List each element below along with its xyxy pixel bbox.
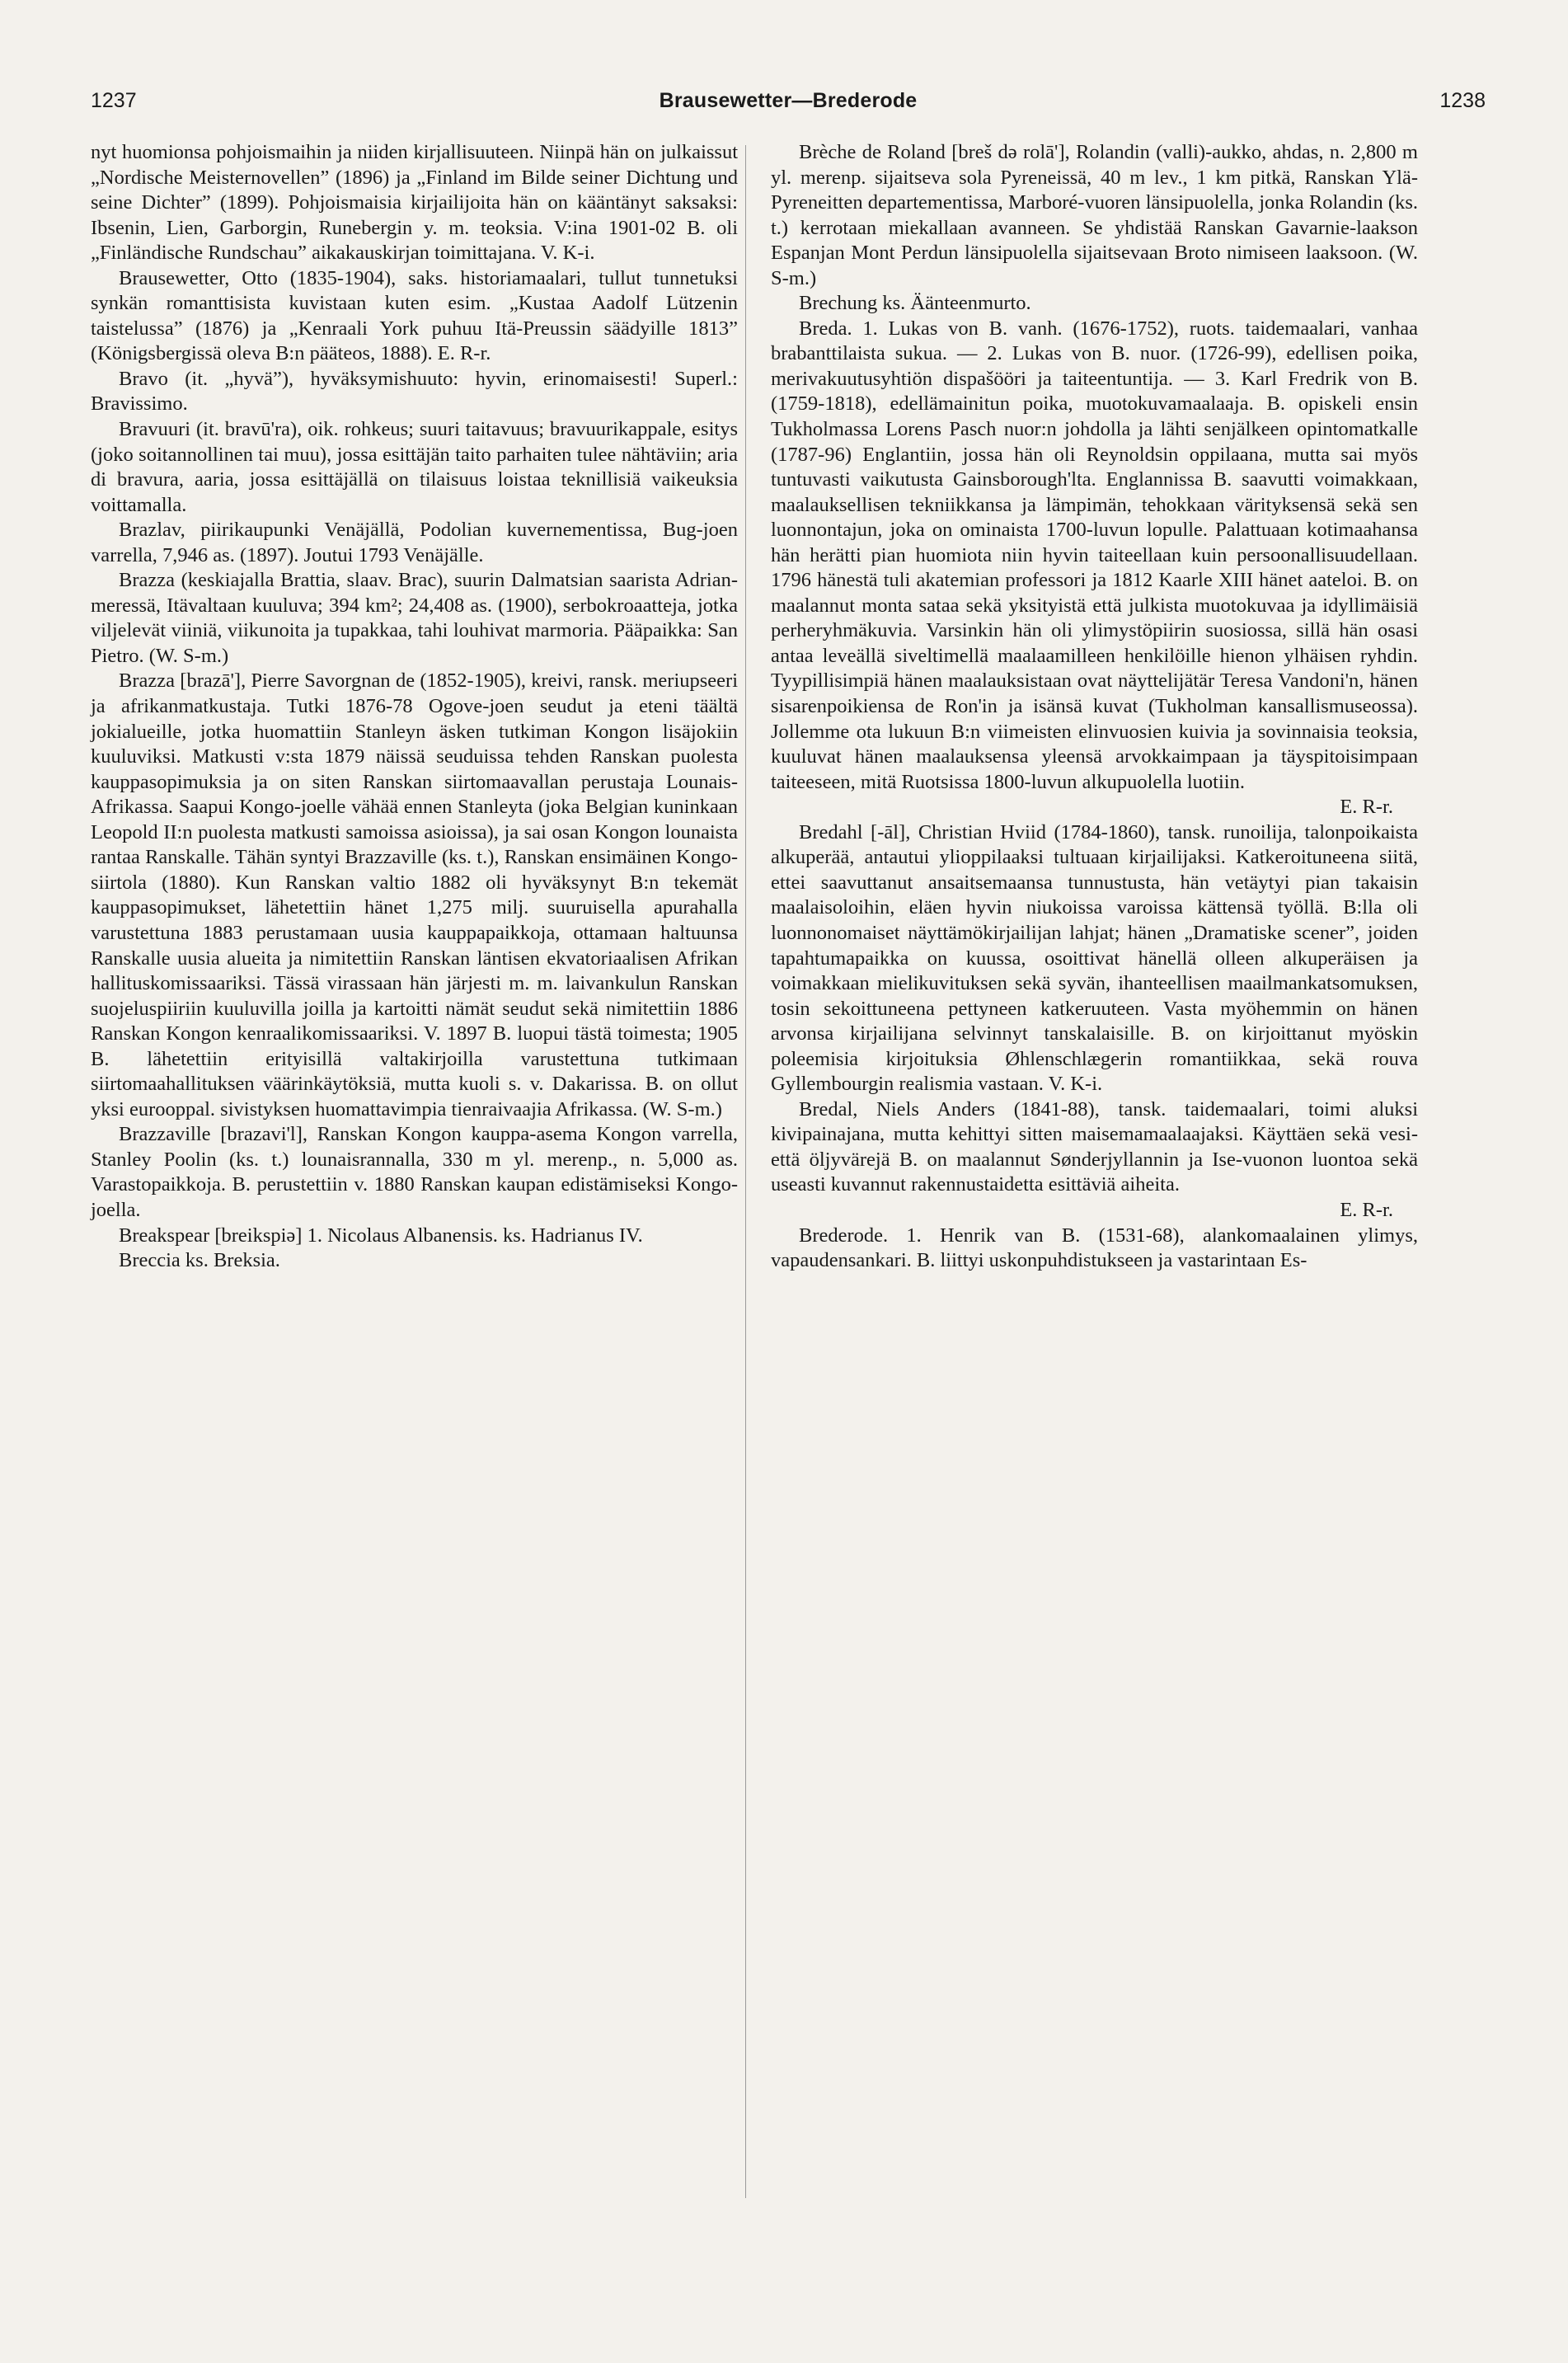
- entry-brechung: Brechung ks. Äänteenmurto.: [799, 292, 1031, 315]
- entry-breakspear: Breakspear [breikspiə] 1. Nicolaus Albanensis. ks. Hadrianus IV.: [119, 1224, 643, 1247]
- entry-brederode: Brederode. 1. Henrik van B. (1531-68), alankomaalainen ylimys, vapaudensankari. B. liittyi uskonpuhdistukseen ja vastarintaan Es-: [771, 1224, 1418, 1272]
- entry-breda: Breda. 1. Lukas von B. vanh. (1676-1752), ruots. taidemaalari, vanhaa brabanttilaista sukua. — 2. Lukas von B. nuor. (1726-99), edellisen poika, merivakuutusyhtiön dispašööri ja taiteentuntija. — 3. Karl Fredrik von B. (1759-1818), edellämainitun poika, muotokuvamaalaaja. B. opiskeli ensin Tukholmassa Lorens Pasch nuor:n johdolla ja lähti senjälkeen opintomatkalle (1787-96) Englantiin, jossa hän oli Reynoldsin oppilaana, mutta sai myös tuntuvasti vaikutusta Gainsborough'lta. Englannissa B. saavutti voimakkaan, maalauksellisen tekniikkansa ja lämpimän, tehokkaan värityksensä sekä sen luonnontajun, joka on ominaista 1700-luvun lopulle. Palattuaan kotimaahansa hän herätti pian huomiota niin hyvin taiteellaan kuin persoonallisuudellaan. 1796 hänestä tuli akatemian professori ja 1812 Kaarle XIII hänet aateloi. B. on maalannut monta sataa sekä yksityistä että julkista muotokuvaa ja idyllimäisiä perheryhmäkuvia. Varsinkin hän oli ylimystöpiirin suosiossa, sillä hän osasi antaa leveällä siveltimellä maalaamilleen henkilöille hienon ylhäisen ryhdin. Tyypillisimpiä hänen maalauksistaan ovat näyttelijätär Teresa Vandoni'n, hänen sisarenpoikiensa de Ron'in ja isänsä kuvat (Tukholman kansallismuseossa). Jollemme ota lukuun B:n viimeisten elinvuosien kuivia ja sovinnaisia teoksia, kuuluvat hänen maalauksensa yleensä arvokkaimpaan ja täyspitoisimpaan taiteeseen, mitä Ruotsissa 1800-luvun alkupuolella luotiin.: [771, 317, 1418, 793]
- entry-bravuuri: Bravuuri (it. bravū'ra), oik. rohkeus; suuri taitavuus; bravuurikappale, esitys (joko soitannollinen tai muu), jossa esittäjän taito parhaiten tulee nähtäviin; aria di bravura, aaria, jossa esittäjällä on tilaisuus loistaa teknillisiä vaikeuksia voittamalla.: [91, 418, 738, 516]
- entry-bravo: Bravo (it. „hyvä”), hyväksymishuuto: hyvin, erinomaisesti! Superl.: Bravissimo.: [91, 367, 738, 416]
- entry-bredahl: Bredahl [-āl], Christian Hviid (1784-1860), tansk. runoilija, talonpoikaista alkuperää, antautui ylioppilaaksi tultuaan kirjailijaksi. Katkeroituneena siitä, ettei saavuttanut ansaitsemaansa tunnustusta, hän vetäytyi pian takaisin maalaisoloihin, eläen hyvin niukoissa varoissa kättensä työllä. B:lla oli luonnonomaiset näyttämökirjailijan lahjat; hänen „Dramatiske scener”, joiden tapahtumapaikka on kuussa, osoittivat hänellä olleen alkuperäisen ja voimakkaan mielikuvituksen sekä syvän, ihanteellisen maailmankatsomuksen, tosin sekoittuneena pettyneen katkeruuteen. Vasta myöhemmin on hänen arvonsa kirjailijana selvinnyt tanskalaisille. B. on kirjoittanut myöskin poleemisia kirjoituksia Øhlenschlægerin romantiikkaa, sekä rouva Gyllembourgin realismia vastaan. V. K-i.: [771, 820, 1418, 1096]
- right-column: [771, 140, 1418, 1274]
- entry-breche-de-roland: Brèche de Roland [brеš də rolā'], Rolandin (valli)-aukko, ahdas, n. 2,800 m yl. merenp. sijaitseva sola Pyreneissä, 40 m lev., 1 km pitkä, Ranskan Ylä-Pyreneitten departementissa, Marboré-vuoren länsipuolella, jonka Rolandin (ks. t.) kerrotaan miekallaan avanneen. Se yhdistää Ranskan Gavarnie-laakson Espanjan Mont Perdun länsipuolella sijaitsevaan Broto nimiseen laaksoon. (W. S-m.): [771, 141, 1418, 289]
- right-page-number: 1238: [1439, 89, 1486, 112]
- entry-brazza-island: Brazza (keskiajalla Brattia, slaav. Brac), suurin Dalmatsian saarista Adrian-meressä, Itävaltaan kuuluva; 394 km²; 24,408 as. (1900), serbokroaatteja, jotka viljelevät viiniä, viikunoita ja tupakkaa, tahi louhivat marmoria. Pääpaikka: San Pietro. (W. S-m.): [91, 569, 738, 667]
- entry-brausewetter: Brausewetter, Otto (1835-1904), saks. historiamaalari, tullut tunnetuksi synkän romanttisista kuvistaan kuten esim. „Kustaa Aadolf Lützenin taistelussa” (1876) ja „Kenraali York puhuu Itä-Preussin säädyille 1813” (Königsbergissä oleva B:n pääteos, 1888). E. R-r.: [91, 266, 738, 365]
- entry-breccia: Breccia ks. Breksia.: [119, 1249, 280, 1272]
- left-column: [91, 140, 738, 1274]
- column-divider: [745, 145, 746, 2198]
- entry-brazlav: Brazlav, piirikaupunki Venäjällä, Podolian kuvernementissa, Bug-joen varrella, 7,946 as. (1897). Joutui 1793 Venäjälle.: [91, 519, 738, 566]
- entry-brazza-person: Brazza [brazā'], Pierre Savorgnan de (1852-1905), kreivi, ransk. meriupseeri ja afrikanmatkustaja. Tutki 1876-78 Ogove-joen seudut ja eteni täältä jokialueille, jotka huomattiin Stanleyn äsken tutkiman Kongon lisäjokiin kuuluviksi. Matkusti v:sta 1879 näissä seuduissa tehden Ranskan puolesta kauppasopimuksia ja on siten Ranskan siirtomaavallan perustaja Lounais-Afrikassa. Saapui Kongo-joelle vähää ennen Stanleyta (joka Belgian kuninkaan Leopold II:n puolesta matkusti samoissa asioissa), ja sai osan Kongon lounaista rantaa Ranskalle. Tähän syntyi Brazzaville (ks. t.), Ranskan ensimäinen Kongo-siirtola (1880). Kun Ranskan valtio 1882 oli hyväksynyt B:n tekemät kauppasopimukset, lähetettiin hänet 1,275 milj. suuruisella apurahalla varustettuna 1883 perustamaan uusia kauppapaikkoja, ottamaan haltuunsa Ranskalle uusia alueita ja nimitettiin Ranskan läntisen ekvatoriaalisen Afrikan hallituskomissaariksi. Tässä virassaan hän järjesti m. m. laivankulun Ranskan suojeluspiiriin kuuluvilla joilla ja kartoitti nämät seudut sekä nimitettiin 1886 Ranskan Kongon kenraalikomissaariksi. V. 1897 B. luopui tästä toimesta; 1905 B. lähetettiin erityisillä valtakirjoilla varustettuna tutkimaan siirtomaahallituksen väärinkäytöksiä, mutta kuoli s. v. Dakarissa. B. on ollut yksi eurooppal. sivistyksen huomattavimpia tienraivaajia Afrikassa. (W. S-m.): [91, 669, 738, 1120]
- entry-bredal: Bredal, Niels Anders (1841-88), tansk. taidemaalari, toimi aluksi kivipainajana, mutta kehittyi sitten maisemamaalaajaksi. Käyttäen sekä vesi- että öljyvärejä B. on maalannut Sønderjyllannin ja Ise-vuonon luontoa sekä useasti kuvannut rakennustaidetta esittäviä aiheita.: [771, 1097, 1418, 1196]
- running-title: Brausewetter—Brederode: [659, 89, 918, 112]
- author-signature: E. R-r.: [1340, 1198, 1393, 1221]
- left-page-number: 1237: [91, 89, 137, 112]
- entry-continuation: nyt huomionsa pohjoismaihin ja niiden kirjallisuuteen. Niinpä hän on julkaissut „Nordische Meisternovellen” (1896) ja „Finland im Bilde seiner Dichtung und seine Dichter” (1899). Pohjoismaisia kirjailijoita hän on kääntänyt saksaksi: Ibsenin, Lien, Garborgin, Runebergin y. m. teoksia. V:ina 1901-02 B. oli „Finländische Rundschau” aikakauskirjan toimittajana. V. K-i.: [91, 141, 738, 265]
- entry-brazzaville: Brazzaville [brazavi'l], Ranskan Kongon kauppa-asema Kongon varrella, Stanley Poolin (ks. t.) lounaisrannalla, 330 m yl. merenp., n. 5,000 as. Varastopaikkoja. B. perustettiin v. 1880 Ranskan kaupan edistämiseksi Kongo-joella.: [91, 1123, 738, 1221]
- author-signature: E. R-r.: [1340, 796, 1393, 819]
- page-header: [91, 89, 1486, 122]
